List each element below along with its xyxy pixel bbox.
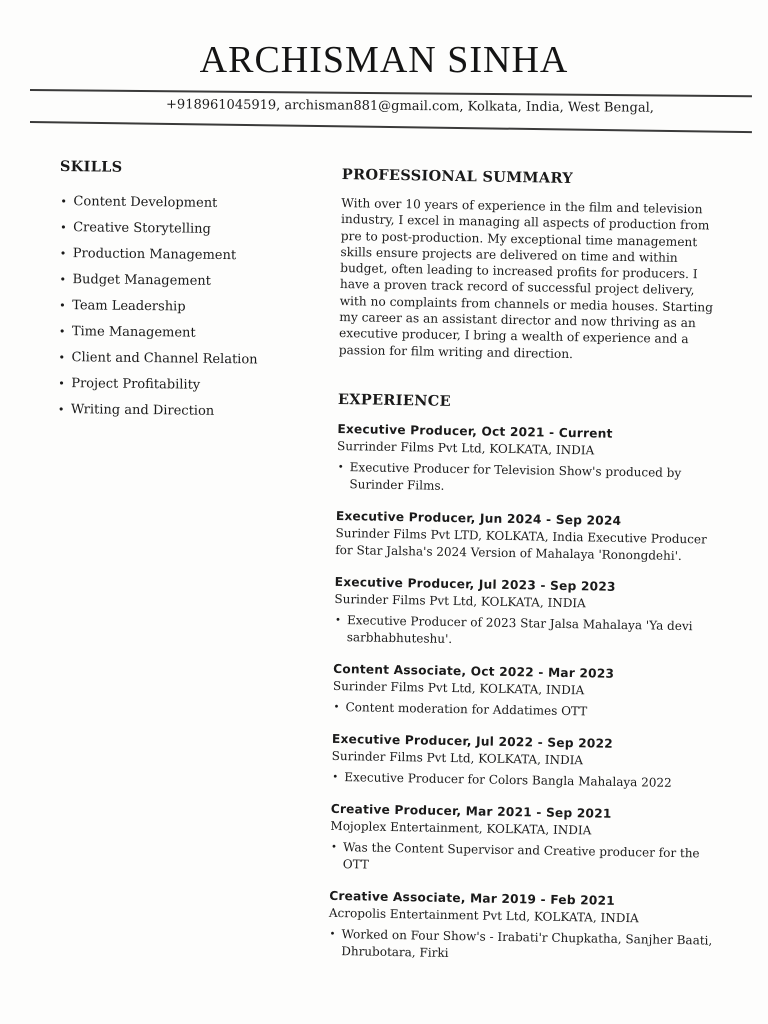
resume-name: ARCHISMAN SINHA	[199, 39, 569, 81]
job-title: Creative Producer, Mar 2021 - Sep 2021	[330, 801, 612, 821]
experience-heading: EXPERIENCE	[337, 390, 452, 410]
summary-text: With over 10 years of experience in the film and television industry, I excel in managing all aspects of production from pre to post-production. My exceptional time management skills ensure projects are delivered on time and within budget, often leading to increased profits for producers. I have a proven track record of successful project delivery, with no complaints from channels or media houses. Starting my career as an assistant director and now thriving as an executive producer, I bring a wealth of experience and a passion for film writing and direction.	[338, 195, 714, 361]
skill-item: • Team Leadership	[58, 297, 298, 326]
job-bullet: • Worked on Four Show's - Irabati'r Chupkatha, Sanjher Baati, Dhrubotara, Firki	[328, 926, 714, 967]
top-divider	[30, 89, 752, 97]
job-title: Executive Producer, Oct 2021 - Current	[337, 421, 613, 441]
skills-section	[57, 158, 300, 430]
job-bullet: • Content moderation for Addatimes OTT	[332, 699, 717, 723]
job-bullet: • Executive Producer for Television Show's produced by Surinder Films.	[336, 459, 722, 500]
skill-item: • Client and Channel Relation	[57, 349, 297, 378]
job-bullet: • Executive Producer for Colors Bangla Mahalaya 2022	[331, 769, 716, 793]
job-entry	[336, 421, 722, 500]
job-entry	[331, 731, 717, 793]
job-company: Acropolis Entertainment Pvt Ltd, KOLKATA, INDIA	[328, 905, 639, 926]
job-title: Content Associate, Oct 2022 - Mar 2023	[333, 661, 615, 681]
job-title: Creative Associate, Mar 2019 - Feb 2021	[329, 888, 616, 908]
job-bullet: • Was the Content Supervisor and Creative producer for the OTT	[330, 839, 716, 880]
job-entry	[332, 661, 718, 723]
skill-item: • Project Profitability	[57, 375, 297, 404]
job-company: Mojoplex Entertainment, KOLKATA, INDIA	[330, 818, 592, 838]
job-entry	[330, 801, 716, 880]
job-entry	[335, 508, 721, 566]
job-company: Surrinder Films Pvt Ltd, KOLKATA, INDIA	[336, 438, 595, 458]
job-company: Surinder Films Pvt LTD, KOLKATA, India Executive Producer for Star Jalsha's 2024 Version of Mahalaya 'Ronongdehi'.	[335, 525, 707, 563]
job-entry	[334, 574, 720, 653]
skills-heading: SKILLS	[59, 158, 123, 176]
skill-item: • Time Management	[58, 323, 298, 352]
skill-item: • Writing and Direction	[57, 401, 297, 430]
skill-item: • Budget Management	[58, 271, 298, 300]
job-entry	[328, 888, 714, 967]
job-company: Surinder Films Pvt Ltd, KOLKATA, INDIA	[332, 678, 585, 698]
skill-item: • Creative Storytelling	[59, 219, 299, 248]
job-company: Surinder Films Pvt Ltd, KOLKATA, INDIA	[334, 591, 586, 611]
skills-list	[57, 193, 300, 430]
job-company: Surinder Films Pvt Ltd, KOLKATA, INDIA	[331, 748, 584, 768]
contact-line: +918961045919, archisman881@gmail.com, Kolkata, India, West Bengal,	[166, 97, 654, 116]
job-bullet: • Executive Producer of 2023 Star Jalsa Mahalaya 'Ya devi sarbhabhuteshu'.	[334, 612, 720, 653]
job-title: Executive Producer, Jul 2022 - Sep 2022	[331, 731, 614, 751]
summary-heading: PROFESSIONAL SUMMARY	[341, 166, 574, 188]
job-title: Executive Producer, Jul 2023 - Sep 2023	[334, 574, 616, 594]
skill-item: • Content Development	[59, 193, 299, 222]
main-column	[328, 166, 727, 967]
bottom-divider	[30, 121, 752, 133]
job-title: Executive Producer, Jun 2024 - Sep 2024	[335, 508, 622, 528]
skill-item: • Production Management	[59, 245, 299, 274]
